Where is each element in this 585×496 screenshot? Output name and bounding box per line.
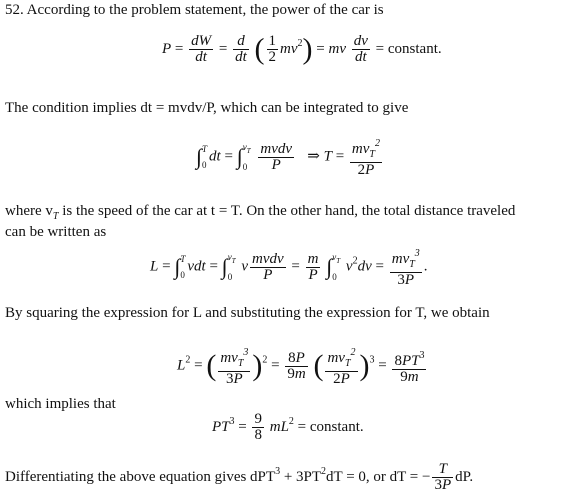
differentiating-line: Differentiating the above equation gives $dPT^3 + 3PT^2dT = 0$, or dT = − $\frac{T}{3P}$ dP. <box>5 461 474 493</box>
condition-line: The condition implies dt = mvdv/P, which can be integrated to give <box>5 100 409 116</box>
diff-text-a: Differentiating the above equation gives dPT <box>5 468 276 485</box>
diff-text-c: dT = 0, or dT = − <box>326 468 431 485</box>
diff-text-b: + 3PT <box>280 468 322 485</box>
where-line: where $v_T$ is the speed of the car at t = T. On the other hand, the total distance traveled <box>5 203 516 222</box>
equation-power: P = $\frac{dW}{dt}$ = $\frac{d}{dt}$ ( $\frac{1}{2}$ $mv^2$) = mv $\frac{dv}{dt}$ = constant. <box>162 32 442 66</box>
squaring-line: By squaring the expression for L and substituting the expression for T, we obtain <box>5 305 490 321</box>
equation-time: ∫ T 0 dt = ∫ $v_T$ 0 $\frac{\text{mvdv}}{P}$ ⇒ T = $\frac{mv_T^2}{2P}$ <box>196 138 380 178</box>
where-line-2: can be written as <box>5 224 107 240</box>
where-text-b: is the speed of the car at t = T. On the other hand, the total distance traveled <box>58 203 516 219</box>
equation-squared: $L^2$ = ( $\frac{mv_T^3}{3P}$ )$^2$ = $\frac{8P}{9m}$ ( $\frac{mv_T^2}{2P}$ )$^3$ = $\frac{8PT^3}{9m}$ <box>177 347 425 387</box>
eq5-constant: = constant. <box>297 418 364 435</box>
equation-constant: $PT^3$ = $\frac{9}{8}$ $mL^2$ = constant. <box>212 411 364 443</box>
intro-line: 52. According to the problem statement, the power of the car is <box>5 2 384 18</box>
diff-text-d: dP. <box>455 468 474 485</box>
equation-distance: L = ∫ T 0 vdt = ∫ $v_T$ 0 v $\frac{\text{mvdv}}{P}$ = $\frac{m}{P}$ ∫ $v_T$ 0 $v^2dv$ = $\frac{mv_T^3}{3P}$ . <box>150 248 428 288</box>
implies-line: which implies that <box>5 396 116 412</box>
eq1-constant: = constant. <box>375 40 442 57</box>
where-text-a: where v <box>5 203 53 219</box>
